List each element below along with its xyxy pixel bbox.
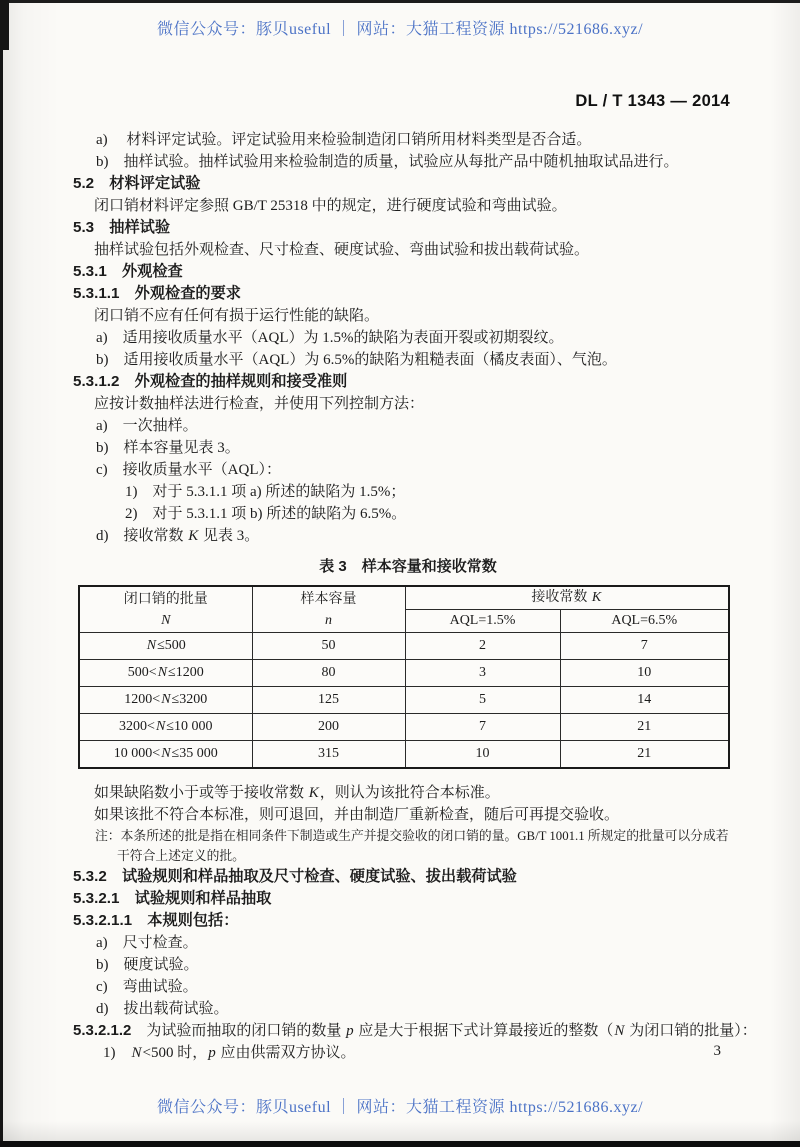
text-line: 闭口销不应有任何有损于运行性能的缺陷。 [94, 308, 380, 324]
text-line: 5.3 抽样试验 [73, 219, 171, 236]
table-cell: 10 [405, 741, 560, 768]
table-title: 表 3 样本容量和接收常数 [319, 558, 497, 575]
table-cell: 3 [405, 660, 560, 687]
header-acceptance-constant: 接收常数 K [405, 586, 729, 610]
table-3 [78, 585, 730, 769]
table-cell: N≤500 [79, 633, 252, 660]
table-cell: 21 [560, 741, 729, 768]
table-cell: 3200<N≤10 000 [79, 714, 252, 741]
table-cell: 5 [405, 687, 560, 714]
text-line: 干符合上述定义的批。 [117, 848, 245, 863]
table-cell: 7 [560, 633, 729, 660]
header-sample-size [252, 586, 405, 633]
text-line: 1) 对于 5.3.1.1 项 a) 所述的缺陷为 1.5%； [125, 484, 406, 500]
text-line: 1) N<500 时，p 应由供需双方协议。 [103, 1044, 356, 1061]
table-cell: 50 [252, 633, 405, 660]
text-line: 注：本条所述的批是指在相同条件下制造或生产并提交验收的闭口销的量。GB/T 1001.1 所规定的批量可以分成若 [95, 828, 729, 843]
text-line: b) 抽样试验。抽样试验用来检验制造的质量，试验应从每批产品中随机抽取试品进行。 [96, 154, 679, 170]
table-row [79, 714, 729, 741]
document-code: DL / T 1343 — 2014 [575, 92, 730, 110]
text-line: 5.3.2.1.1 本规则包括： [73, 911, 239, 929]
table-cell: 10 000<N≤35 000 [79, 741, 252, 768]
header-sample-size-label: 样本容量 [300, 591, 357, 607]
section-5-text [73, 129, 763, 547]
table-row [79, 633, 729, 660]
table-cell: 10 [560, 660, 729, 687]
table-header-row-1 [79, 586, 729, 610]
text-line: 应按计数抽样法进行检查，并使用下列控制方法： [94, 396, 425, 412]
table-cell: 315 [252, 741, 405, 768]
document-body [73, 129, 763, 1064]
header-lot-size [79, 586, 252, 633]
scan-edge-top [0, 0, 800, 3]
text-line: b) 样本容量见表 3。 [96, 440, 240, 456]
table-cell: 125 [252, 687, 405, 714]
text-line: 如果该批不符合本标准，则可退回，并由制造厂重新检查，随后可再提交验收。 [94, 806, 620, 823]
text-line: 5.3.1.1 外观检查的要求 [73, 285, 241, 302]
table-cell: 200 [252, 714, 405, 741]
header-aql-1-5: AQL=1.5% [405, 610, 560, 633]
header-sample-size-symbol: n [325, 612, 332, 628]
text-line: a) 一次抽样。 [96, 418, 198, 434]
header-aql-6-5: AQL=6.5% [560, 610, 729, 633]
table-cell: 21 [560, 714, 729, 741]
text-line: d) 拔出载荷试验。 [96, 1000, 229, 1017]
table-cell: 14 [560, 687, 729, 714]
table-body [79, 633, 729, 768]
table-row [79, 687, 729, 714]
text-line: b) 适用接收质量水平（AQL）为 6.5%的缺陷为粗糙表面（橘皮表面）、气泡。 [96, 352, 617, 368]
text-line: 闭口销材料评定参照 GB/T 25318 中的规定，进行硬度试验和弯曲试验。 [94, 198, 567, 214]
text-line: 5.3.1 外观检查 [73, 263, 183, 280]
header-watermark: 微信公众号：豚贝useful ｜ 网站：大猫工程资源 https://521686.xyz/ [156, 21, 644, 38]
section-5-3-2-text [73, 782, 763, 1064]
header-lot-size-symbol: N [161, 612, 171, 628]
table-cell: 2 [405, 633, 560, 660]
footer-watermark: 微信公众号：豚贝useful ｜ 网站：大猫工程资源 https://521686.xyz/ [156, 1099, 644, 1116]
text-line: 5.3.2 试验规则和样品抽取及尺寸检查、硬度试验、拔出载荷试验 [73, 867, 517, 885]
table-cell: 80 [252, 660, 405, 687]
text-line: 2) 对于 5.3.1.1 项 b) 所述的缺陷为 6.5%。 [125, 506, 407, 522]
text-line: 如果缺陷数小于或等于接收常数 K，则认为该批符合本标准。 [94, 784, 500, 801]
text-line: 5.3.2.1 试验规则和样品抽取 [73, 889, 272, 907]
page-number: 3 [713, 1043, 721, 1059]
text-line: 5.3.2.1.2 为试验而抽取的闭口销的数量 p 应是大于根据下式计算最接近的整数（N 为闭口销的批量）： [73, 1021, 757, 1039]
text-line: a) 尺寸检查。 [96, 934, 198, 951]
table-row [79, 660, 729, 687]
table-cell: 500<N≤1200 [79, 660, 252, 687]
text-line: d) 接收常数 K 见表 3。 [96, 528, 260, 544]
text-line: b) 硬度试验。 [96, 956, 199, 973]
text-line: 5.2 材料评定试验 [73, 175, 201, 192]
header-lot-size-label: 闭口销的批量 [123, 591, 208, 607]
table-cell: 7 [405, 714, 560, 741]
text-line: c) 接收质量水平（AQL）： [96, 462, 281, 478]
table-header [79, 586, 729, 633]
text-line: a) 材料评定试验。评定试验用来检验制造闭口销所用材料类型是否合适。 [96, 132, 592, 148]
table-row [79, 741, 729, 768]
scan-edge-bottom [0, 1141, 800, 1147]
table-3-area [73, 556, 763, 769]
text-line: 5.3.1.2 外观检查的抽样规则和接受准则 [73, 373, 348, 390]
text-line: 抽样试验包括外观检查、尺寸检查、硬度试验、弯曲试验和拔出载荷试验。 [94, 242, 590, 258]
scan-edge-left [0, 0, 3, 1147]
text-line: c) 弯曲试验。 [96, 978, 198, 995]
text-line: a) 适用接收质量水平（AQL）为 1.5%的缺陷为表面开裂或初期裂纹。 [96, 330, 564, 346]
spacer [73, 769, 763, 782]
table-cell: 1200<N≤3200 [79, 687, 252, 714]
